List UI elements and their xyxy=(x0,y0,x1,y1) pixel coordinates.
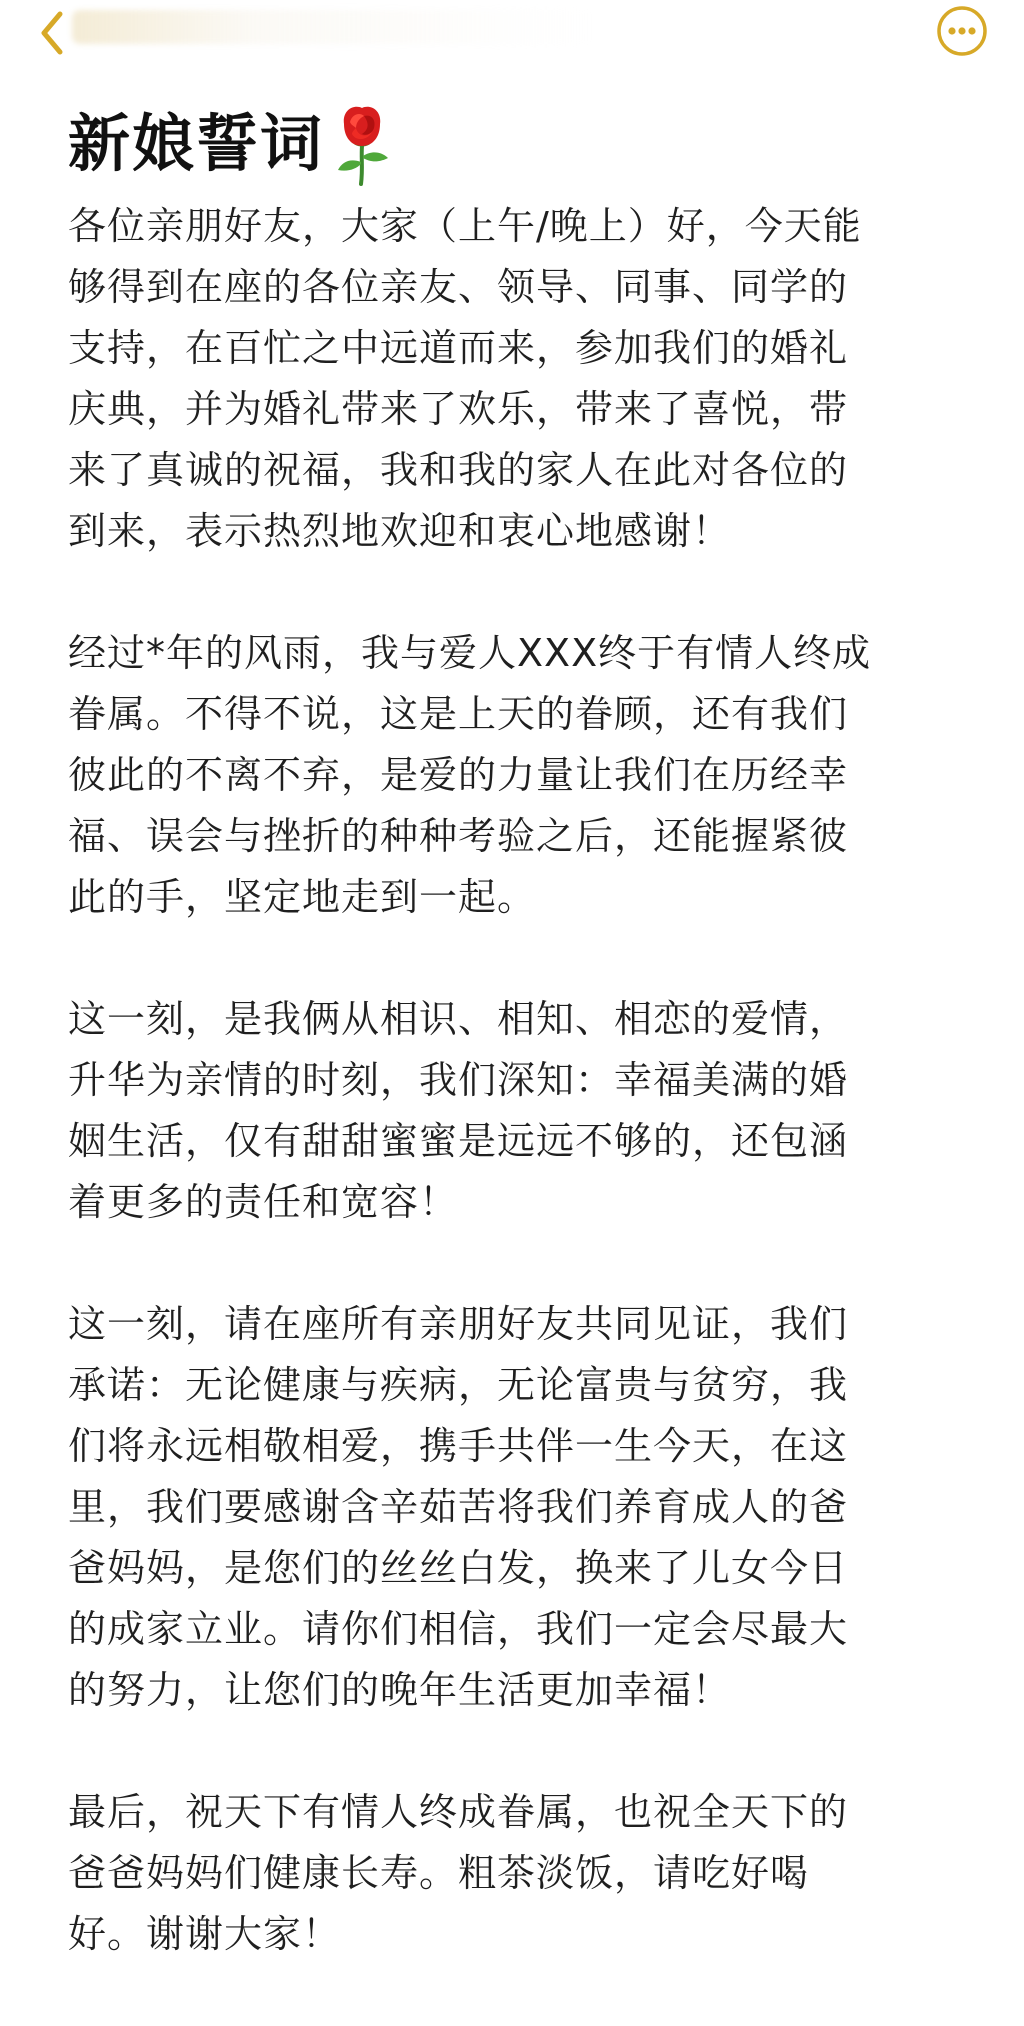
text-line: 们将永远相敬相爱，携手共伴一生今天，在这 xyxy=(68,1424,849,1468)
text-line: 眷属。不得不说，这是上天的眷顾，还有我们 xyxy=(68,692,849,736)
text-line: 爸妈妈，是您们的丝丝白发，换来了儿女今日 xyxy=(68,1546,849,1590)
text-line: 庆典，并为婚礼带来了欢乐，带来了喜悦，带 xyxy=(68,387,849,431)
text-line: 的成家立业。请你们相信，我们一定会尽最大 xyxy=(68,1607,849,1651)
text-line: 承诺：无论健康与疾病，无论富贵与贫穷，我 xyxy=(68,1363,849,1407)
text-line: 爸爸妈妈们健康长寿。粗茶淡饭，请吃好喝 xyxy=(68,1851,810,1895)
top-nav-bar xyxy=(0,0,1024,80)
text-line: 此的手，坚定地走到一起。 xyxy=(68,875,537,919)
text-line: 最后，祝天下有情人终成眷属，也祝全天下的 xyxy=(68,1790,849,1834)
text-line: 姻生活，仅有甜甜蜜蜜是远远不够的，还包涵 xyxy=(68,1119,849,1163)
more-button[interactable] xyxy=(935,4,989,58)
text-line: 彼此的不离不弃，是爱的力量让我们在历经幸 xyxy=(68,753,849,797)
more-horizontal-icon xyxy=(935,4,989,58)
text-line: 升华为亲情的时刻，我们深知：幸福美满的婚 xyxy=(68,1058,849,1102)
text-line: 各位亲朋好友，大家（上午/晚上）好，今天能 xyxy=(68,204,862,248)
text-line: 这一刻，请在座所有亲朋好友共同见证，我们 xyxy=(68,1302,849,1346)
text-line: 着更多的责任和宽容！ xyxy=(68,1180,459,1224)
text-line: 支持，在百忙之中远道而来，参加我们的婚礼 xyxy=(68,326,849,370)
title-row xyxy=(68,98,394,190)
paragraph xyxy=(68,1294,968,1721)
page-title: 新娘誓词 xyxy=(68,107,325,180)
text-line: 这一刻，是我俩从相识、相知、相恋的爱情， xyxy=(68,997,849,1041)
text-line: 经过*年的风雨，我与爱人XXX终于有情人终成 xyxy=(68,631,872,675)
text-line: 到来，表示热烈地欢迎和衷心地感谢！ xyxy=(68,509,732,553)
text-line: 的努力，让您们的晚年生活更加幸福！ xyxy=(68,1668,732,1712)
paragraph xyxy=(68,989,968,1233)
vow-content xyxy=(68,196,968,2026)
text-line: 里，我们要感谢含辛茹苦将我们养育成人的爸 xyxy=(68,1485,849,1529)
paragraph xyxy=(68,196,968,562)
text-line: 够得到在座的各位亲友、领导、同事、同学的 xyxy=(68,265,849,309)
paragraph xyxy=(68,623,968,928)
text-line: 福、误会与挫折的种种考验之后，还能握紧彼 xyxy=(68,814,849,858)
blurred-header-content xyxy=(72,10,592,44)
paragraph xyxy=(68,1782,968,1965)
chevron-left-icon xyxy=(36,10,70,56)
rose-icon xyxy=(330,102,394,186)
text-line: 好。谢谢大家！ xyxy=(68,1912,342,1956)
text-line: 来了真诚的祝福，我和我的家人在此对各位的 xyxy=(68,448,849,492)
